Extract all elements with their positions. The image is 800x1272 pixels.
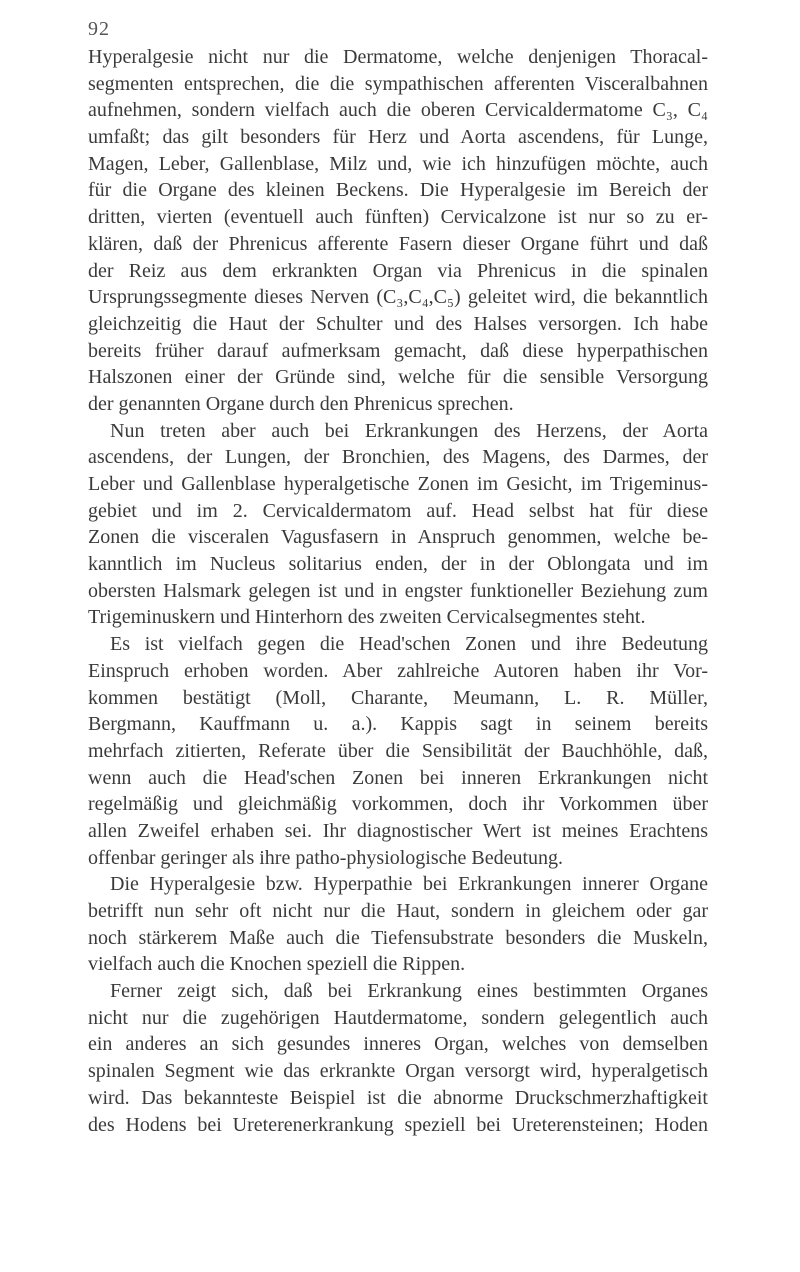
text-line: Hyperalgesie nicht nur die Dermatome, welche denjenigen Thoracal- — [88, 46, 708, 68]
text-line: bereits früher darauf aufmerksam gemacht, daß diese hyperpathischen — [88, 339, 708, 362]
text-line: mehrfach zitierten, Referate über die Sensibilität der Bauchhöhle, daß, — [88, 739, 708, 762]
text-line: kanntlich im Nucleus solitarius enden, der in der Oblongata und im — [88, 553, 708, 576]
text-line: ascendens, der Lungen, der Bronchien, des Magens, des Darmes, der — [88, 446, 708, 469]
text-line: klären, daß der Phrenicus afferente Fasern dieser Organe führt und daß — [88, 232, 708, 255]
text-line: nicht nur die zugehörigen Hautdermatome, sondern gelegentlich auch — [88, 1006, 708, 1029]
text-line: Ursprungssegmente dieses Nerven (C₃,C₄,C₅) geleitet wird, die bekanntlich — [88, 286, 708, 309]
text-line: Trigeminuskern und Hinterhorn des zweiten Cervicalsegmentes steht. — [88, 606, 646, 629]
text-line: offenbar geringer als ihre patho-physiologische Bedeutung. — [88, 846, 564, 869]
text-line: dritten, vierten (eventuell auch fünften) Cervicalzone ist nur so zu er- — [88, 206, 708, 229]
text-line: kommen bestätigt (Moll, Charante, Meumann, L. R. Müller, — [88, 686, 708, 709]
text-line: für die Organe des kleinen Beckens. Die Hyperalgesie im Bereich der — [88, 179, 708, 202]
text-line: Nun treten aber auch bei Erkrankungen des Herzens, der Aorta — [110, 419, 708, 442]
text-line: ein anderes an sich gesundes inneres Organ, welches von demselben — [88, 1033, 708, 1056]
text-line: regelmäßig und gleichmäßig vorkommen, doch ihr Vorkommen über — [88, 793, 708, 816]
text-line: der Reiz aus dem erkrankten Organ via Phrenicus in die spinalen — [88, 259, 708, 282]
body-text — [88, 44, 708, 1138]
text-line: spinalen Segment wie das erkrankte Organ versorgt wird, hyperalgetisch — [88, 1060, 708, 1083]
text-line: vielfach auch die Knochen speziell die Rippen. — [88, 953, 466, 976]
text-line: Bergmann, Kauffmann u. a.). Kappis sagt in seinem bereits — [88, 713, 708, 736]
text-line: aufnehmen, sondern vielfach auch die oberen Cervicaldermatome C₃, C₄ — [88, 99, 708, 122]
text-line: Die Hyperalgesie bzw. Hyperpathie bei Erkrankungen innerer Organe — [110, 873, 708, 896]
text-line: Magen, Leber, Gallenblase, Milz und, wie ich hinzufügen möchte, auch — [88, 152, 708, 175]
text-line: gebiet und im 2. Cervicaldermatom auf. Head selbst hat für diese — [88, 499, 708, 522]
text-line: Zonen die visceralen Vagusfasern in Anspruch genommen, welche be- — [88, 526, 708, 549]
text-line: wird. Das bekannteste Beispiel ist die abnorme Druckschmerzhaftigkeit — [88, 1086, 708, 1109]
text-line: wenn auch die Head'schen Zonen bei inneren Erkrankungen nicht — [88, 766, 708, 789]
text-line: segmenten entsprechen, die die sympathischen afferenten Visceralbahnen — [88, 72, 708, 95]
text-line: obersten Halsmark gelegen ist und in engster funktioneller Beziehung zum — [88, 579, 708, 602]
text-line: Es ist vielfach gegen die Head'schen Zonen und ihre Bedeutung — [110, 633, 708, 656]
text-line: betrifft nun sehr oft nicht nur die Haut, sondern in gleichem oder gar — [88, 900, 708, 922]
text-line: Ferner zeigt sich, daß bei Erkrankung eines bestimmten Organes — [110, 980, 708, 1003]
text-line: Einspruch erhoben worden. Aber zahlreiche Autoren haben ihr Vor- — [88, 659, 708, 682]
text-line: gleichzeitig die Haut der Schulter und des Halses versorgen. Ich habe — [88, 312, 708, 335]
text-line: Leber und Gallenblase hyperalgetische Zonen im Gesicht, im Trigeminus- — [88, 473, 708, 495]
text-line: der genannten Organe durch den Phrenicus sprechen. — [88, 392, 514, 415]
text-line: allen Zweifel erhaben sei. Ihr diagnostischer Wert ist meines Erachtens — [88, 819, 708, 842]
text-line: des Hodens bei Ureterenerkrankung speziell bei Ureterensteinen; Hoden — [88, 1113, 708, 1136]
text-line: umfaßt; das gilt besonders für Herz und Aorta ascendens, für Lunge, — [88, 126, 708, 149]
page-number: 92 — [88, 18, 110, 40]
text-line: Halszonen einer der Gründe sind, welche für die sensible Versorgung — [88, 366, 708, 389]
text-line: noch stärkerem Maße auch die Tiefensubstrate besonders die Muskeln, — [88, 926, 708, 949]
